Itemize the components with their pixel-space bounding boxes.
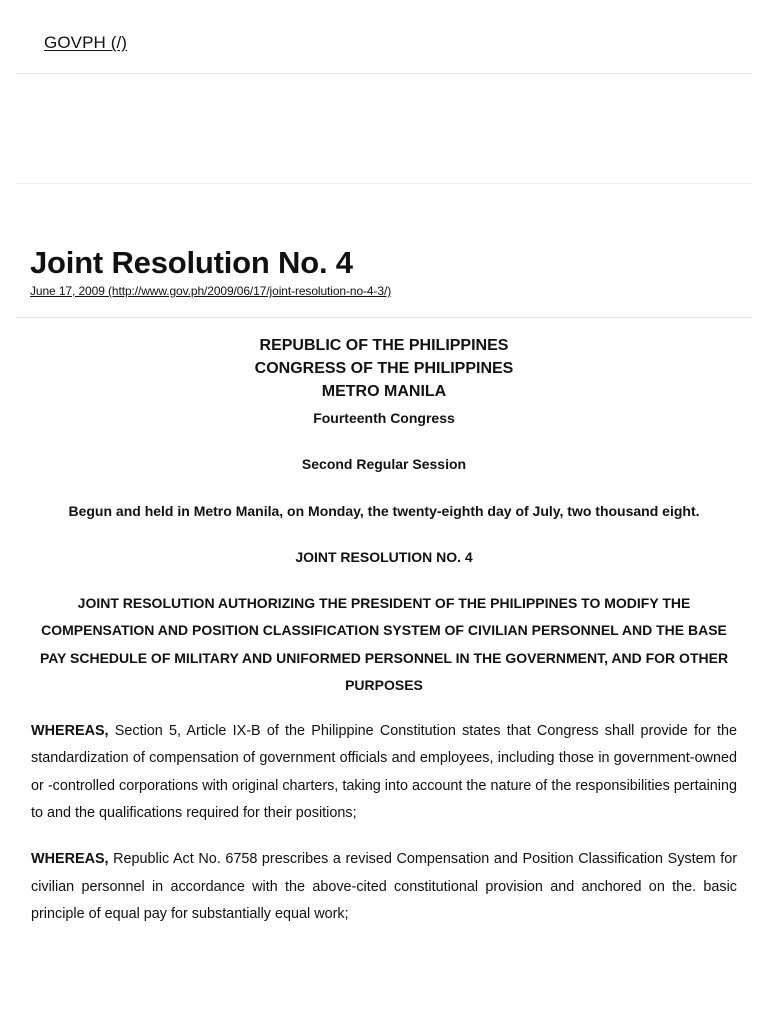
begun-statement: Begun and held in Metro Manila, on Monday, the twenty-eighth day of July, two thousand eight. <box>68 503 700 519</box>
heading-republic: REPUBLIC OF THE PHILIPPINES <box>259 337 509 354</box>
whereas-paragraph-2 <box>31 846 737 928</box>
whereas-label: WHEREAS, <box>31 723 109 740</box>
whereas-paragraph-1 <box>31 718 737 827</box>
congress-number: Fourteenth Congress <box>313 410 455 426</box>
govph-home-link[interactable]: GOVPH (/) <box>44 33 128 52</box>
whereas-text: Section 5, Article IX-B of the Philippine Constitution states that Congress shall provide for the standardization of compensation of government officials and employees, including those in government-owned or -controlled corporations with original charters, taking into account the nature of the responsibilities pertaining to and the qualifications required for their positions; <box>31 723 737 822</box>
article-header <box>16 184 752 318</box>
page-title: Joint Resolution No. 4 <box>30 245 353 280</box>
whereas-label: WHEREAS, <box>31 851 109 868</box>
whereas-text: Republic Act No. 6758 prescribes a revised Compensation and Position Classification System for civilian personnel in accordance with the above-cited constitutional provision and anchored on the. basic principle of equal pay for substantially equal work; <box>31 851 737 922</box>
top-navigation-bar <box>16 0 752 74</box>
heading-metro-manila: METRO MANILA <box>321 383 447 400</box>
resolution-title: JOINT RESOLUTION AUTHORIZING THE PRESIDENT OF THE PHILIPPINES TO MODIFY THE COMPENSATION AND POSITION CLASSIFICATION SYSTEM OF CIVILIAN PERSONNEL AND THE BASE PAY SCHEDULE OF MILITARY AND UNIFORMED PERSONNEL IN THE GOVERNMENT, AND FOR OTHER PURPOSES <box>39 595 729 693</box>
session-name: Second Regular Session <box>301 456 467 472</box>
heading-congress: CONGRESS OF THE PHILIPPINES <box>254 360 514 377</box>
article-body <box>31 334 737 928</box>
banner-area <box>16 74 752 184</box>
post-date-link[interactable]: June 17, 2009 (http://www.gov.ph/2009/06/17/joint-resolution-no-4-3/) <box>30 284 392 298</box>
resolution-number: JOINT RESOLUTION NO. 4 <box>295 549 473 565</box>
